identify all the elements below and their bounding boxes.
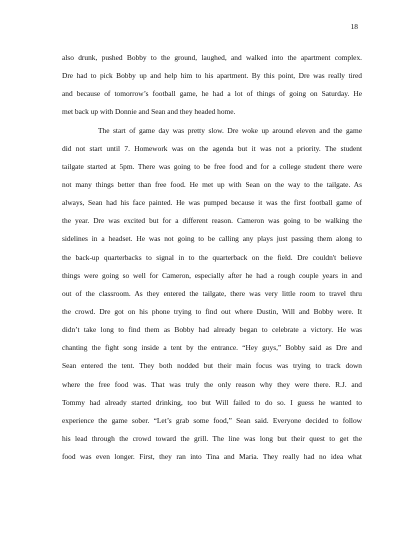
body-text <box>62 49 362 466</box>
text-line: also drunk, pushed Bobby to the ground, laughed, and walked into the apartment complex. <box>62 53 362 62</box>
text-line: not many things better than free food. He met up with Sean on the way to the tailgate. As <box>62 179 362 189</box>
text-line: sidelines in a headset. He was not going to be calling any plays just passing them along to <box>62 234 362 244</box>
text-line: didn’t take long to find them as Bobby had already began to celebrate a victory. He was <box>62 325 362 335</box>
text-line: The start of game day was pretty slow. Dre woke up around eleven and the game <box>98 125 362 135</box>
text-line: always, Sean had his face painted. He was pumped because it was the first football game of <box>62 198 362 208</box>
text-line: food was even longer. First, they ran into Tina and Maria. They really had no idea what <box>62 452 362 462</box>
text-line: experience the game sober. “Let’s grab some food,” Sean said. Everyone decided to follow <box>62 415 362 425</box>
text-line: the crowd. Dre got on his phone trying to find out where Dustin, Will and Bobby were. It <box>62 306 362 316</box>
text-line: Dre had to pick Bobby up and help him to his apartment. By this point, Dre was really tired <box>62 71 362 81</box>
text-line: Sean entered the tent. They both nodded but their main focus was trying to track down <box>62 361 362 371</box>
text-line: chanting the fight song inside a tent by the entrance. “Hey guys,” Bobby said as Dre and <box>62 343 362 353</box>
text-line: things were going so well for Cameron, especially after he had a rough couple years in and <box>62 270 362 280</box>
text-line: the year. Dre was excited but for a different reason. Cameron was going to be walking the <box>62 216 362 226</box>
page-number: 18 <box>350 22 358 31</box>
text-line: and because of tomorrow’s football game, he had a lot of things of going on Saturday. He <box>62 89 362 99</box>
text-line: his lead through the crowd toward the grill. The line was long but their quest to get the <box>62 433 362 443</box>
text-line: met back up with Donnie and Sean and they headed home. <box>62 107 236 117</box>
text-line: tailgate started at 5pm. There was going to be free food and for a college student there were <box>62 161 362 171</box>
text-line: where the free food was. That was truly the only reason why they were there. R.J. and <box>62 379 362 389</box>
text-line: Tommy had already started drinking, too but Will failed to do so. I guess he wanted to <box>62 397 362 407</box>
text-line: did not start until 7. Homework was on the agenda but it was not a priority. The student <box>62 143 362 153</box>
text-line: out of the classroom. As they entered the tailgate, there was very little room to travel thru <box>62 288 362 298</box>
text-line: the back-up quarterbacks to signal in to the quarterback on the field. Dre couldn't believe <box>62 252 362 262</box>
